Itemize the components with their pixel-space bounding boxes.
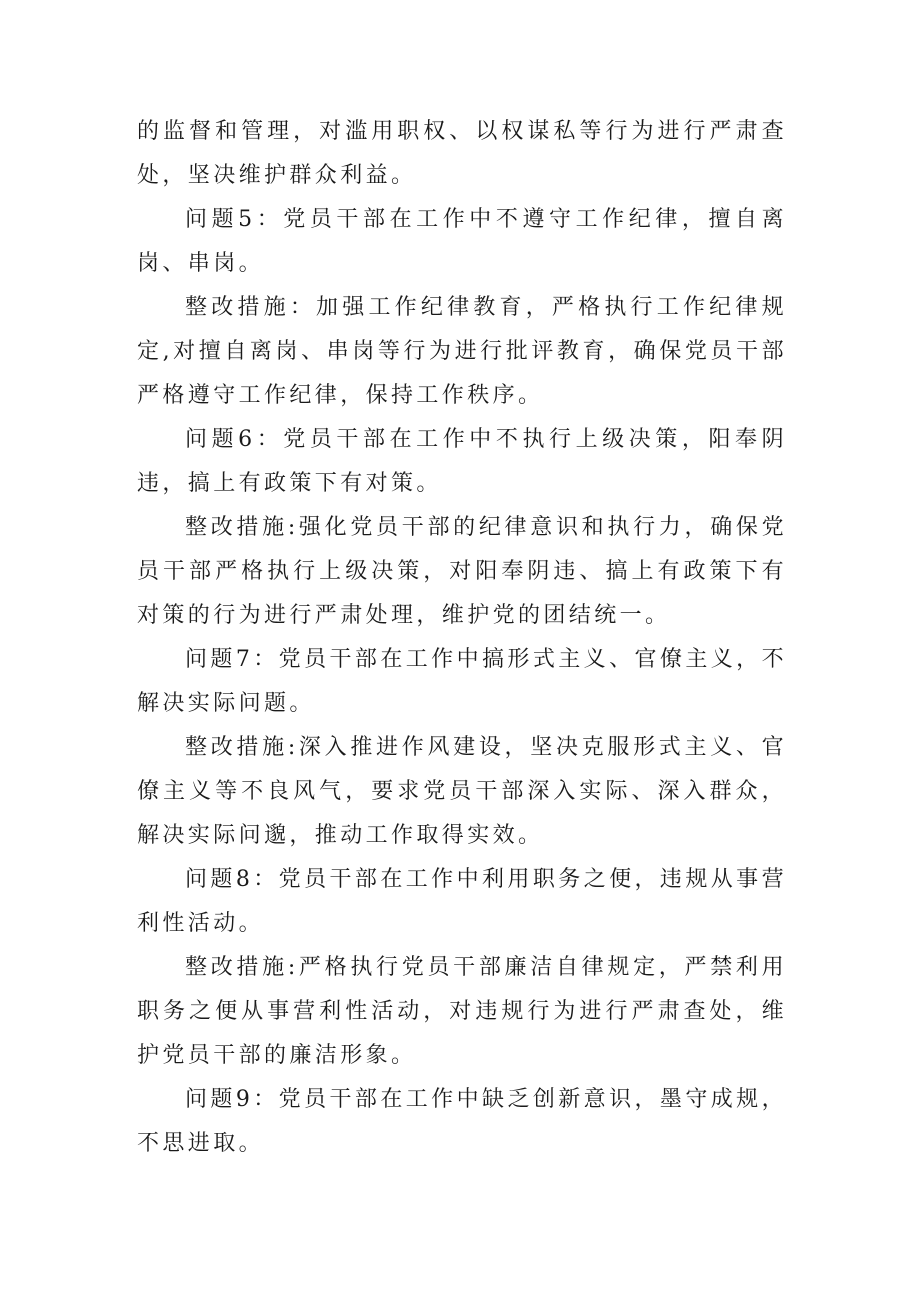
paragraph-measure-6: 整改措施:强化党员干部的纪律意识和执行力，确保党员干部严格执行上级决策，对阳奉阴违、搞上有政策下有对策的行为进行严肃处理，维护党的团结统一。: [137, 515, 787, 628]
paragraph-problem-7: 问题7：党员干部在工作中搞形式主义、官僚主义，不解决实际问题。: [137, 647, 787, 716]
paragraph-measure-5: 整改措施：加强工作纪律教育，严格执行工作纪律规定,对擅自离岗、串岗等行为进行批评教育，确保党员干部严格遵守工作纪律，保持工作秩序。: [137, 295, 787, 408]
paragraph-measure-8: 整改措施:严格执行党员干部廉洁自律规定，严禁利用职务之便从事营利性活动，对违规行为进行严肃查处，维护党员干部的廉洁形象。: [137, 955, 787, 1068]
paragraph-problem-9: 问题9：党员干部在工作中缺乏创新意识，墨守成规，不思进取。: [137, 1087, 787, 1156]
paragraph-problem-5: 问题5：党员干部在工作中不遵守工作纪律，擅自离岗、串岗。: [137, 207, 787, 276]
paragraph-problem-6: 问题6：党员干部在工作中不执行上级决策，阳奉阴违，搞上有政策下有对策。: [137, 427, 787, 496]
document-body: [137, 110, 787, 1166]
paragraph-problem-8: 问题8：党员干部在工作中利用职务之便，违规从事营利性活动。: [137, 867, 787, 936]
paragraph-measure-7: 整改措施:深入推进作风建设，坚决克服形式主义、官僚主义等不良风气，要求党员干部深入实际、深入群众，解决实际问邈，推动工作取得实效。: [137, 735, 787, 848]
paragraph-continuation: 的监督和管理，对滥用职权、以权谋私等行为进行严肃查处，坚决维护群众利益。: [137, 119, 787, 188]
